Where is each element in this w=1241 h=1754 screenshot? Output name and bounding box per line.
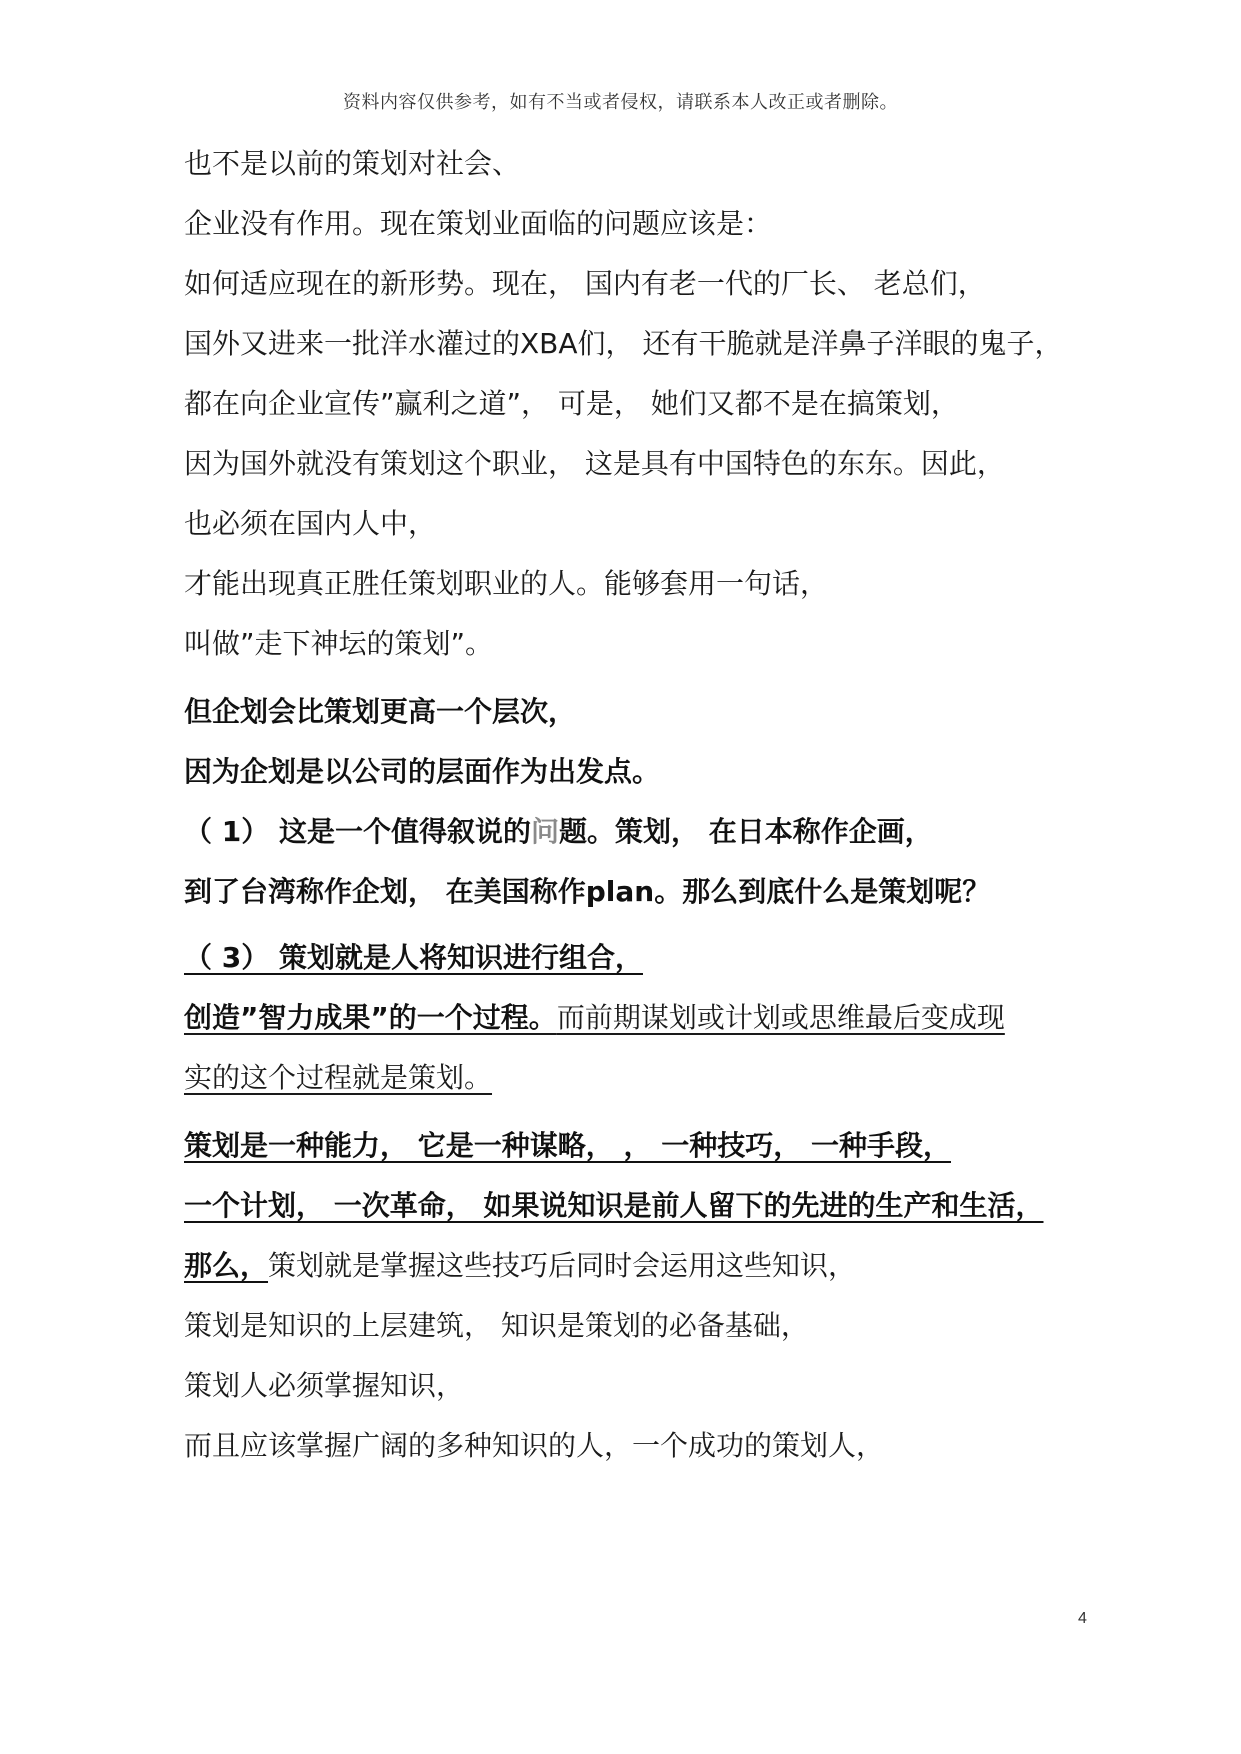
line-15-bold-part: 创造”智力成果”的一个过程。 [184, 1001, 557, 1034]
text-line-4: 国外又进来一批洋水灌过的XBA们， 还有干脆就是洋鼻子洋眼的鬼子， [184, 327, 1063, 360]
text-line-9: 叫做”走下神坛的策划”。 [184, 627, 494, 660]
text-line-5: 都在向企业宣传”赢利之道”， 可是， 她们又都不是在搞策划， [184, 387, 959, 420]
text-line-21: 策划人必须掌握知识， [184, 1369, 465, 1402]
line-12-gray-char: 问 [530, 815, 559, 848]
bold-line-12 [184, 814, 933, 850]
line-15-normal-part: 而前期谋划或计划或思维最后变成现 [556, 1001, 1005, 1034]
bold-line-11: 因为企划是以公司的层面作为出发点。 [184, 755, 661, 788]
page-header-disclaimer: 资料内容仅供参考，如有不当或者侵权，请联系本人改正或者删除。 [343, 92, 898, 113]
line-19-normal-part: 策划就是掌握这些技巧后同时会运用这些知识， [268, 1249, 857, 1282]
text-line-7: 也必须在国内人中， [184, 507, 437, 540]
text-line-20: 策划是知识的上层建筑， 知识是策划的必备基础， [184, 1309, 809, 1342]
underlined-line-17: 策划是一种能力， 它是一种谋略， ， 一种技巧， 一种手段， [184, 1129, 951, 1162]
line-12-part-a: （ 1） 这是一个值得叙说的 [184, 815, 531, 848]
text-line-6: 因为国外就没有策划这个职业， 这是具有中国特色的东东。因此， [184, 447, 1005, 480]
text-line-22: 而且应该掌握广阔的多种知识的人，一个成功的策划人， [184, 1429, 885, 1462]
underlined-line-14: （ 3） 策划就是人将知识进行组合， [184, 941, 643, 974]
text-line-1: 也不是以前的策划对社会、 [184, 147, 521, 180]
page-number: 4 [1078, 1610, 1087, 1627]
underlined-line-15 [184, 1000, 1005, 1036]
bold-line-13: 到了台湾称作企划， 在美国称作plan。那么到底什么是策划呢？ [184, 875, 991, 908]
text-line-8: 才能出现真正胜任策划职业的人。能够套用一句话， [184, 567, 829, 600]
text-line-2: 企业没有作用。现在策划业面临的问题应该是： [184, 207, 773, 240]
text-line-19 [184, 1248, 856, 1284]
line-12-part-c: 题。策划， 在日本称作企画， [559, 815, 933, 848]
underlined-line-18: 一个计划， 一次革命， 如果说知识是前人留下的先进的生产和生活， [184, 1189, 1044, 1222]
underlined-line-16: 实的这个过程就是策划。 [184, 1061, 493, 1094]
bold-line-10: 但企划会比策划更高一个层次， [184, 695, 577, 728]
line-19-bold-part: 那么， [184, 1249, 269, 1282]
text-line-3: 如何适应现在的新形势。现在， 国内有老一代的厂长、 老总们， [184, 267, 986, 300]
